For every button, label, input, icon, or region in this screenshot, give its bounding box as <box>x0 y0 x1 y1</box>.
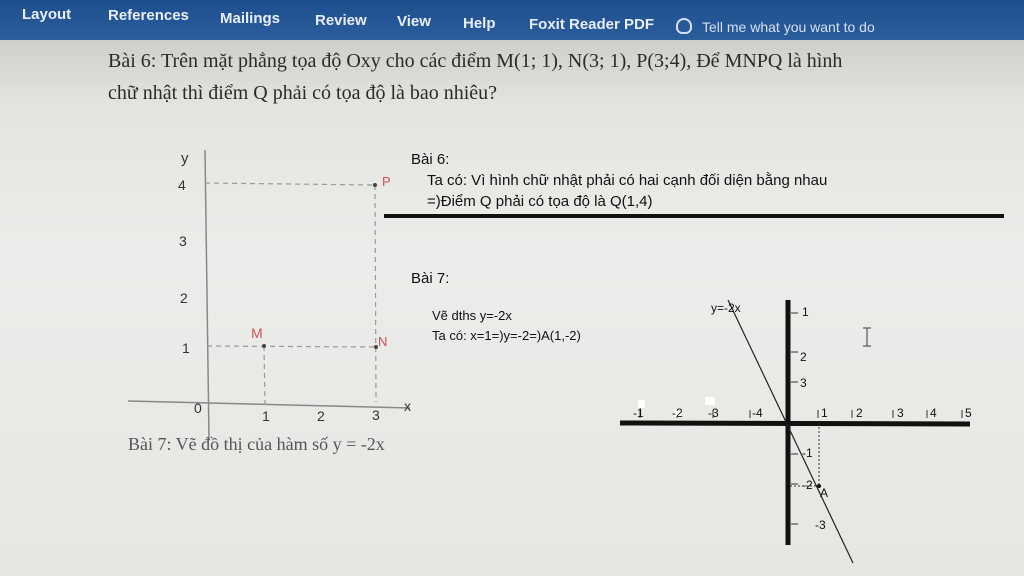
problem7-text: Bài 7: Vẽ đồ thị của hàm số y = -2x <box>128 434 385 454</box>
tab-references[interactable]: References <box>108 7 189 24</box>
answer6-line2: =)Điểm Q phải có tọa độ là Q(1,4) <box>427 193 653 210</box>
graph7-x-label-1: 1 <box>821 406 828 420</box>
fig6-x-tick-1: 1 <box>262 408 270 424</box>
graph7-point-a-label: A <box>820 486 829 500</box>
fig6-y-tick-1: 1 <box>182 340 190 356</box>
graph7-y-label-neg3: -3 <box>815 518 826 532</box>
fig6-label-m: M <box>251 325 263 341</box>
answer6-title: Bài 6: <box>411 151 450 168</box>
fig6-x-tick-2: 2 <box>317 408 325 424</box>
answer7-line2: Ta có: x=1=)y=-2=)A(1,-2) <box>432 328 581 343</box>
tab-review[interactable]: Review <box>315 12 367 29</box>
graph7-function-label: y=-2x <box>711 301 741 315</box>
graph7-x-label-5: 5 <box>965 406 972 420</box>
fig6-label-n: N <box>378 334 388 349</box>
graph7-y-label-neg1: -1 <box>802 446 813 460</box>
graph7-y-label-1: 1 <box>802 305 809 319</box>
fig6-y-label: y <box>181 150 189 167</box>
fig6-label-p: P <box>382 174 391 189</box>
fig6-x-label: x <box>404 398 411 414</box>
tab-foxit-reader-pdf[interactable]: Foxit Reader PDF <box>529 16 655 33</box>
graph7-x-label-neg2: -2 <box>672 406 683 420</box>
graph7-x-label-2: 2 <box>856 406 863 420</box>
answer6-line1: Ta có: Vì hình chữ nhật phải có hai cạnh đối diện bằng nhau <box>427 172 828 189</box>
tab-help[interactable]: Help <box>463 15 496 32</box>
answer7-title: Bài 7: <box>411 270 450 287</box>
graph7-x-label-3: 3 <box>897 406 904 420</box>
graph7-x-label-neg3: -3 <box>708 406 719 420</box>
fig6-y-tick-2: 2 <box>180 290 188 306</box>
graph7-x-label-neg1: -1 <box>633 406 644 420</box>
tab-layout[interactable]: Layout <box>22 6 72 23</box>
tab-mailings[interactable]: Mailings <box>220 10 281 27</box>
tab-view[interactable]: View <box>397 13 431 30</box>
problem6-line1: Bài 6: Trên mặt phẳng tọa độ Oxy cho các điểm M(1; 1), N(3; 1), P(3;4), Để MNPQ là hình <box>108 50 843 72</box>
graph7-x-label-neg4: -4 <box>752 406 763 420</box>
answer7-line1: Vẽ dths y=-2x <box>432 308 512 323</box>
fig6-origin-label: 0 <box>194 400 202 416</box>
problem6-line2: chữ nhật thì điểm Q phải có tọa độ là bao nhiêu? <box>108 82 498 104</box>
graph7-y-label-2: 2 <box>800 350 807 364</box>
graph7-y-label-neg2: -2 <box>802 478 813 492</box>
fig6-x-tick-3: 3 <box>372 407 380 423</box>
graph7-x-label-4: 4 <box>930 406 937 420</box>
graph7-y-label-3: 3 <box>800 376 807 390</box>
fig6-y-tick-3: 3 <box>179 233 187 249</box>
tell-me-text: Tell me what you want to do <box>702 19 875 35</box>
fig6-y-tick-4: 4 <box>178 177 186 193</box>
